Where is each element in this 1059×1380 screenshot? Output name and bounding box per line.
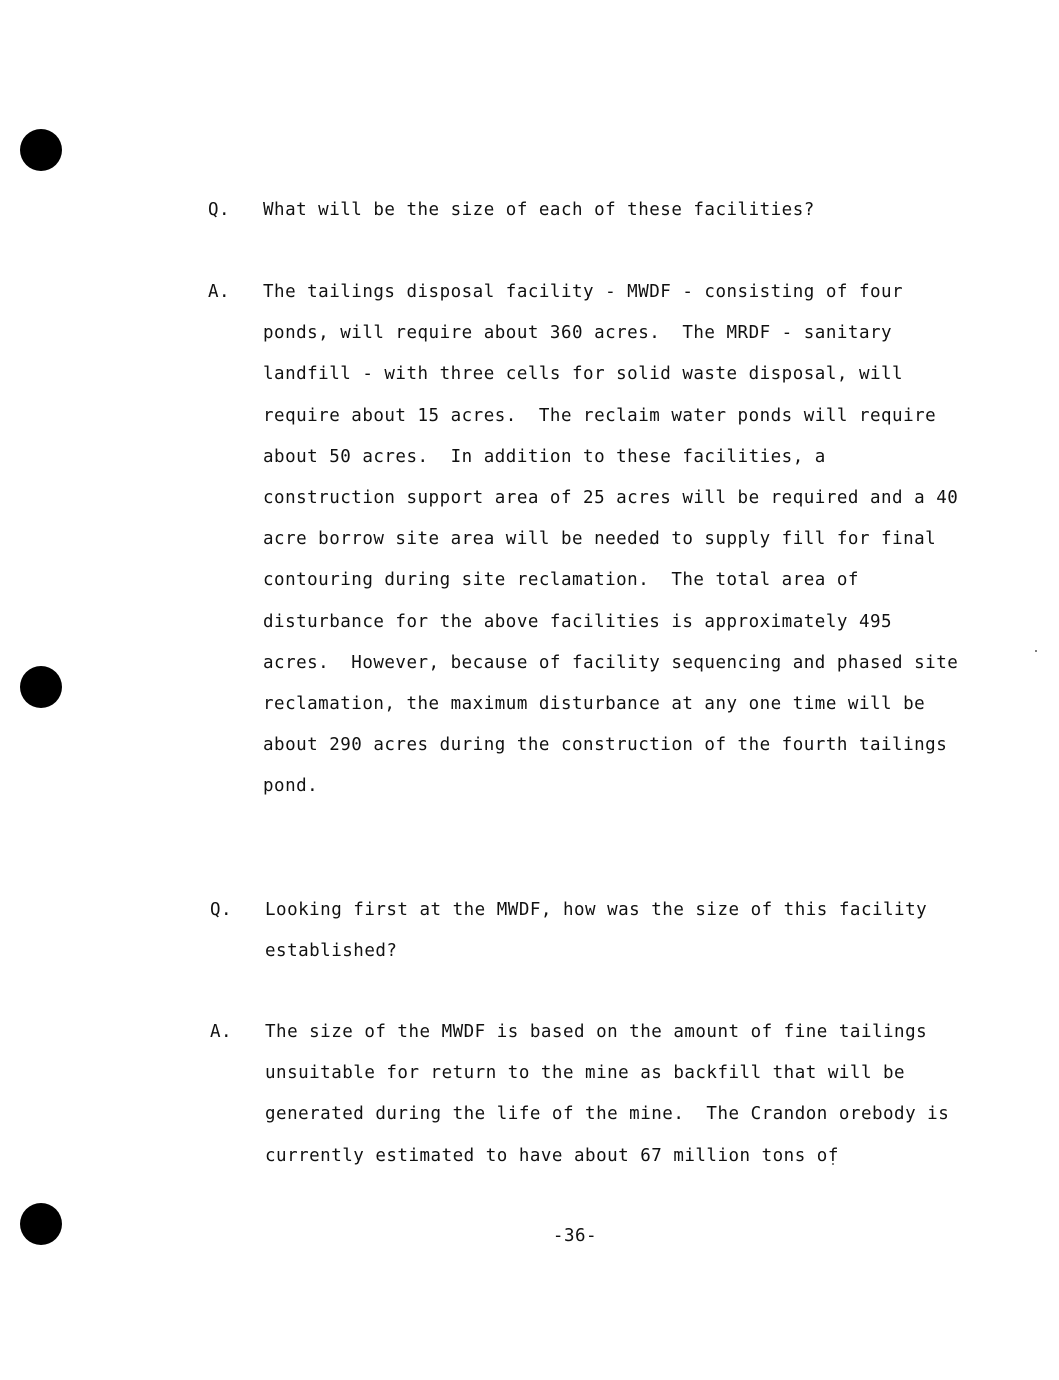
text-line: Looking first at the MWDF, how was the size of this facility (265, 900, 928, 920)
text-line: disturbance for the above facilities is approximately 495 (263, 611, 893, 632)
text-line: established? (265, 941, 398, 962)
text-line: about 50 acres. In addition to these facilities, a (263, 446, 826, 467)
punch-hole-top (20, 129, 62, 171)
text-line: construction support area of 25 acres will be required and a 40 (263, 487, 959, 508)
answer-text (263, 272, 958, 807)
text-line: ponds, will require about 360 acres. The MRDF - sanitary (263, 323, 893, 344)
text-line: landfill - with three cells for solid waste disposal, will (263, 364, 904, 385)
answer-text (265, 1012, 949, 1177)
text-line: reclamation, the maximum disturbance at any one time will be (263, 693, 926, 714)
text-line: contouring during site reclamation. The total area of (263, 570, 859, 591)
text-line: acre borrow site area will be needed to supply fill for final (263, 529, 937, 550)
text-line: generated during the life of the mine. The Crandon orebody is (265, 1104, 950, 1125)
question-text (263, 190, 815, 231)
text-line: about 290 acres during the construction of the fourth tailings (263, 735, 948, 756)
text-line: unsuitable for return to the mine as backfill that will be (265, 1063, 906, 1084)
page-number: -36- (552, 1226, 598, 1246)
text-line: The size of the MWDF is based on the amount of fine tailings (265, 1022, 928, 1042)
question-label: Q. (210, 900, 233, 920)
text-line: The tailings disposal facility - MWDF - consisting of four (263, 282, 904, 302)
question-text (265, 890, 927, 972)
answer-label: A. (210, 1022, 233, 1042)
text-line: acres. However, because of facility sequencing and phased site (263, 652, 959, 673)
scan-speck (1035, 650, 1037, 652)
answer-label: A. (208, 282, 231, 302)
text-line: currently estimated to have about 67 million tons of (265, 1145, 839, 1166)
text-line: require about 15 acres. The reclaim water ponds will require (263, 405, 937, 426)
text-line: pond. (263, 776, 319, 797)
punch-hole-middle (20, 666, 62, 708)
question-label: Q. (208, 200, 231, 220)
text-line: What will be the size of each of these facilities? (263, 200, 815, 220)
